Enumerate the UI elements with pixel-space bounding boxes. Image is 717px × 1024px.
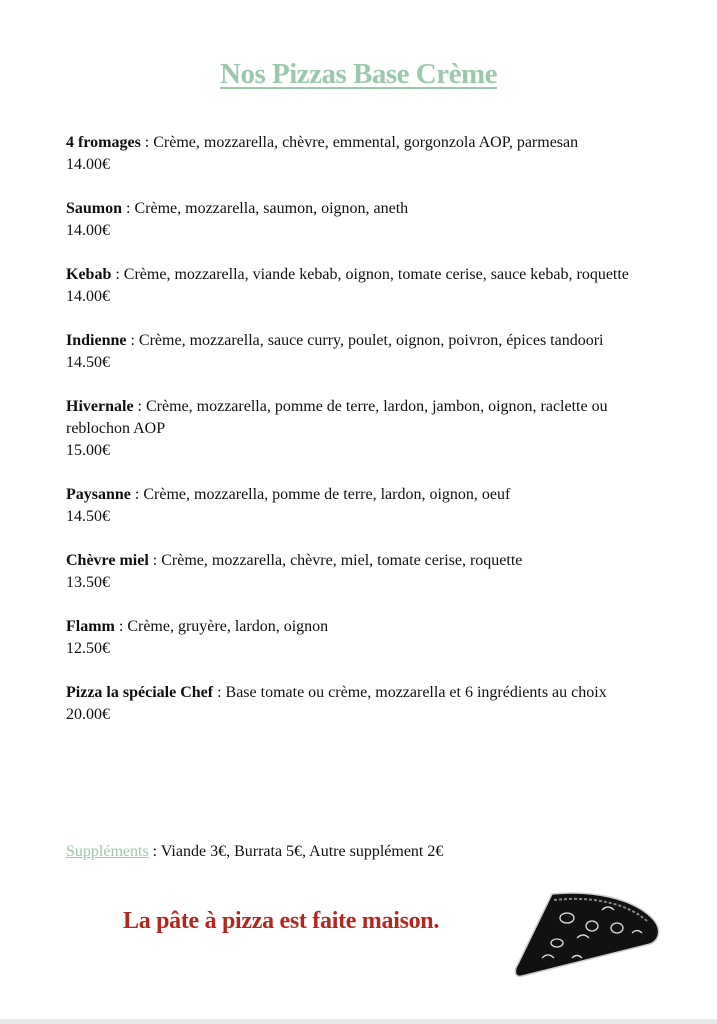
pizza-name: Hivernale — [66, 398, 134, 415]
menu-item — [66, 330, 666, 374]
menu-item — [66, 264, 666, 308]
menu-item — [66, 396, 666, 462]
page-title: Nos Pizzas Base Crème — [220, 58, 497, 90]
pizza-price: 14.00€ — [66, 156, 110, 173]
supplements-text: : Viande 3€, Burrata 5€, Autre supplément 2€ — [148, 843, 444, 860]
pizza-name: 4 fromages — [66, 134, 141, 151]
pizza-ingredients: : Base tomate ou crème, mozzarella et 6 ingrédients au choix — [213, 684, 607, 701]
menu-item — [66, 484, 666, 528]
pizza-name: Saumon — [66, 200, 123, 217]
pizza-price: 14.50€ — [66, 354, 110, 371]
pizza-name: Paysanne — [66, 486, 131, 503]
supplements-label: Suppléments — [66, 843, 149, 860]
pizza-ingredients: : Crème, mozzarella, saumon, oignon, aneth — [122, 200, 409, 217]
pizza-price: 12.50€ — [66, 640, 110, 657]
page-bottom-divider — [0, 1019, 717, 1024]
menu-item — [66, 616, 666, 660]
pizza-ingredients: : Crème, mozzarella, viande kebab, oignon, tomate cerise, sauce kebab, roquette — [111, 266, 629, 283]
menu-item — [66, 550, 666, 594]
menu-item — [66, 198, 666, 242]
pizza-price: 15.00€ — [66, 442, 110, 459]
pizza-name: Chèvre miel — [66, 552, 149, 569]
pizza-ingredients: : Crème, gruyère, lardon, oignon — [114, 618, 329, 635]
homemade-dough-tagline: La pâte à pizza est faite maison. — [123, 908, 440, 934]
pizza-ingredients: : Crème, mozzarella, chèvre, miel, tomate cerise, roquette — [148, 552, 523, 569]
pizza-name: Flamm — [66, 618, 115, 635]
menu-item — [66, 682, 666, 726]
pizza-ingredients: : Crème, mozzarella, pomme de terre, lardon, oignon, oeuf — [130, 486, 511, 503]
pizza-ingredients: : Crème, mozzarella, sauce curry, poulet, oignon, poivron, épices tandoori — [126, 332, 604, 349]
pizza-price: 14.00€ — [66, 288, 110, 305]
pizza-ingredients: : Crème, mozzarella, chèvre, emmental, gorgonzola AOP, parmesan — [140, 134, 579, 151]
pizza-price: 20.00€ — [66, 706, 110, 723]
pizza-ingredients: : Crème, mozzarella, pomme de terre, lardon, jambon, oignon, raclette ou reblochon AOP — [66, 398, 608, 437]
pizza-price: 14.00€ — [66, 222, 110, 239]
pizza-price: 13.50€ — [66, 574, 110, 591]
pizza-name: Indienne — [66, 332, 127, 349]
pizza-name: Pizza la spéciale Chef — [66, 684, 214, 701]
pizza-menu-list — [66, 132, 666, 748]
pizza-price: 14.50€ — [66, 508, 110, 525]
supplements — [66, 841, 443, 863]
pizza-name: Kebab — [66, 266, 112, 283]
pizza-slice-icon — [512, 888, 662, 980]
menu-item — [66, 132, 666, 176]
